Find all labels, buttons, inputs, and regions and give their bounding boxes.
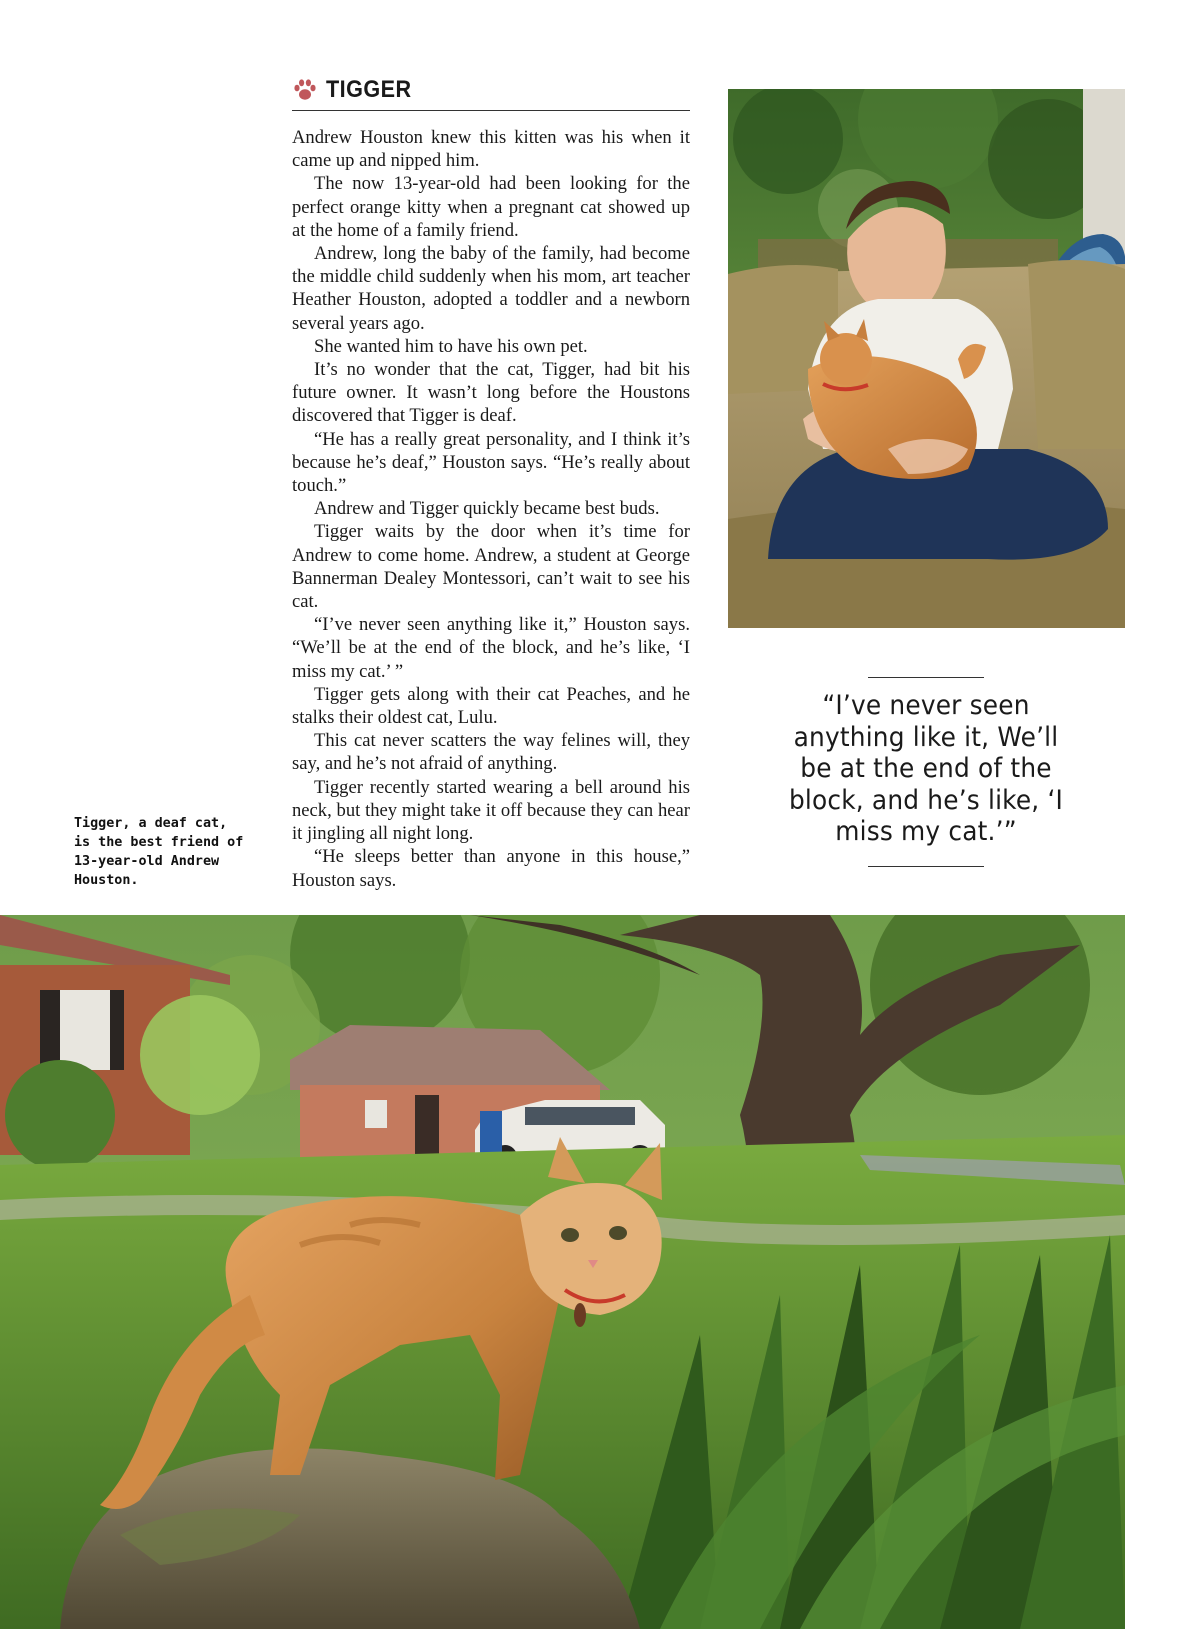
section-header <box>292 70 690 111</box>
article-paragraph: Andrew and Tigger quickly became best buds. <box>314 498 660 520</box>
photo-boy-holding-cat <box>728 89 1125 628</box>
article-paragraph: “He sleeps better than anyone in this house,” Houston says. <box>292 846 690 891</box>
article-paragraph: It’s no wonder that the cat, Tigger, had bit his future owner. It wasn’t long before the Houstons discovered that Tigger is deaf. <box>292 359 690 427</box>
pull-quote: “I’ve never seen anything like it, We’ll be at the end of the block, and he’s like, ‘I miss my cat.’” <box>788 690 1064 847</box>
article-paragraph: Tigger recently started wearing a bell around his neck, but they might take it off because they can hear it jingling all night long. <box>292 776 690 845</box>
article-body <box>292 126 690 892</box>
article-paragraph: Tigger gets along with their cat Peaches, and he stalks their oldest cat, Lulu. <box>292 683 690 729</box>
article-paragraph: She wanted him to have his own pet. <box>314 335 588 357</box>
article-paragraph: This cat never scatters the way felines will, they say, and he’s not afraid of anything. <box>292 730 690 775</box>
article-paragraph: Tigger waits by the door when it’s time for Andrew to come home. Andrew, a student at George Bannerman Dealey Montessori, can’t wait to see his cat. <box>292 521 690 613</box>
article-paragraph: “He has a really great personality, and I think it’s because he’s deaf,” Houston says. “He’s really about touch.” <box>292 428 690 497</box>
photo-cat-on-rock <box>0 915 1125 1629</box>
article-paragraph: “I’ve never seen anything like it,” Houston says. “We’ll be at the end of the block, and he’s like, ‘I miss my cat.’ ” <box>292 614 690 682</box>
article-paragraph: The now 13-year-old had been looking for the perfect orange kitty when a pregnant cat showed up at the home of a family friend. <box>292 173 690 241</box>
pull-quote-bottom-rule <box>868 866 984 867</box>
pull-quote-top-rule <box>868 677 984 678</box>
article-paragraph: Andrew Houston knew this kitten was his when it came up and nipped him. <box>292 127 690 172</box>
photo-caption: Tigger, a deaf cat, is the best friend of 13-year-old Andrew Houston. <box>74 816 244 888</box>
section-title: TIGGER <box>326 76 412 103</box>
article-paragraph: Andrew, long the baby of the family, had become the middle child suddenly when his mom, art teacher Heather Houston, adopted a toddler and a newborn several years ago. <box>292 243 690 334</box>
paw-icon <box>292 77 318 103</box>
